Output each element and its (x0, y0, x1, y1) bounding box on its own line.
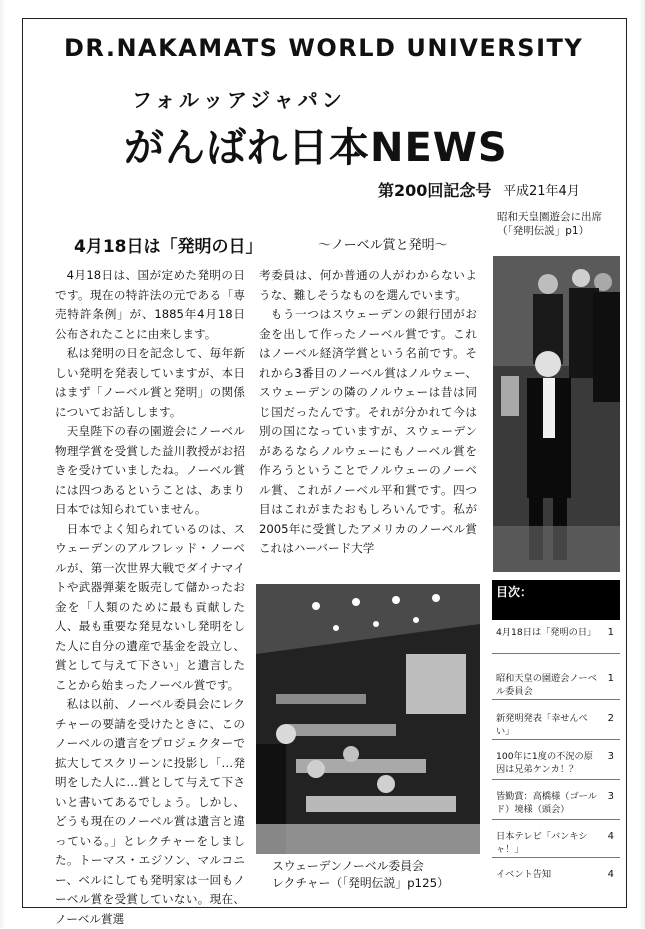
emperor-garden-party-photo (493, 256, 620, 572)
toc-item[interactable] (492, 626, 620, 654)
toc-item-title: 4月18日は「発明の日」 (496, 627, 597, 638)
toc-item[interactable] (492, 672, 620, 700)
article-paragraph: 天皇陛下の春の園遊会にノーベル物理学賞を受賞した益川教授がお招きを受けていましたね。ノーベル賞には四つあるということは、あまり日本では知られていません。 (55, 424, 245, 516)
article-paragraph: 考委員は、何か普通の人がわからないような、難しそうなものを選んでいます。 (259, 268, 477, 302)
article-paragraph: 私は以前、ノーベル委員会にレクチャーの要請を受けたときに、このノーベルの遺言をプロジェクターで拡大してスクリーンに投影し「…発明をした人に…賞として与えて下さいと書いてあるでしょう。しかし、どうも現在のノーベル賞は遺言と違っている。」とレクチャーをしました。トーマス・エジソン、マルコニー、ベルにしても発明家は一回もノーベル賞を受賞していない。現在、ノーベル賞選 (55, 697, 245, 926)
lecture-caption-line-2: レクチャー（「発明伝説」p125） (272, 876, 449, 890)
toc-item-page: 2 (607, 713, 614, 724)
toc-item-page: 1 (607, 627, 614, 638)
lecture-photo-caption (272, 858, 482, 892)
article-subheadline: ～ノーベル賞と発明～ (318, 238, 448, 253)
toc-item-page: 3 (607, 751, 614, 762)
toc-item-page: 4 (607, 869, 614, 880)
article-paragraph: 日本でよく知られているのは、スウェーデンのアルフレッド・ノーベルが、第一次世界大戦でダイナマイトや武器弾薬を販売して儲かったお金を「人類のために最も貢献した人、最も重要な発見ないし発明をした人に自分の遺産で基金を設立し、賞として与えて下さい」と遺言したことから始まったノーベル賞です。 (55, 521, 245, 692)
toc-item[interactable] (492, 712, 620, 740)
article-column-1 (55, 266, 245, 929)
toc-item-title: 昭和天皇の園遊会ノーベル委員会 (496, 673, 597, 697)
toc-item[interactable] (492, 750, 620, 780)
article-headline: 4月18日は「発明の日」 (74, 237, 263, 257)
toc-item-page: 1 (607, 673, 614, 684)
issue-number: 第200回記念号 (378, 181, 492, 200)
nobel-lecture-hall-photo (256, 584, 480, 854)
toc-item-page: 3 (607, 791, 614, 802)
issue-date: 平成21年4月 (503, 184, 580, 199)
toc-item-title: 日本テレビ「バンキシャ！」 (496, 831, 588, 855)
lecture-hall-image (256, 584, 480, 854)
article-column-2 (259, 266, 477, 559)
article-paragraph: 4月18日は、国が定めた発明の日です。現在の特許法の元である「専売特許条例」が、1885年4月18日公布されたことに由来します。 (55, 268, 245, 341)
article-paragraph: もう一つはスウェーデンの銀行団がお金を出して作ったノーベル賞です。これはノーベル経済学賞という名前です。それから3番目のノーベル賞はノルウェー、スウェーデンの隣のノルウェーは昔は同じ国だったんです。それが分かれて今は別の国になっていますが、スウェーデンがあるならノルウェーにもノーベル賞を作ろうということでノルウェーのノーベル賞、これがノーベル平和賞です。四つ目はこれがまたおもしろいんです。私が2005年に受賞したアメリカのノーベル賞これはハーバード大学 (259, 307, 477, 555)
newsletter-title: がんばれ日本NEWS (124, 125, 508, 171)
toc-item[interactable] (492, 790, 620, 820)
toc-item-title: イベント告知 (496, 869, 552, 880)
emperor-photo-image (493, 256, 620, 572)
newsletter-subtitle: フォルッアジャパン (132, 88, 346, 112)
emperor-photo-caption: 昭和天皇園遊会に出席（「発明伝説」p1） (497, 211, 602, 237)
toc-item-page: 4 (607, 831, 614, 842)
article-paragraph: 私は発明の日を記念して、毎年新しい発明を発表していますが、本日はまず「ノーベル賞と発明」の関係についてお話しします。 (55, 346, 245, 419)
toc-item-title: 新発明発表「幸せんべい」 (496, 713, 588, 737)
toc-heading: 目次： (496, 585, 533, 599)
toc-item[interactable] (492, 830, 620, 858)
toc-item[interactable] (492, 868, 620, 886)
toc-item-title: 皆勤賞：高橋様（ゴールド）境様（頭会） (496, 791, 597, 815)
toc-item-title: 100年に1度の不況の原因は兄弟ケンカ！？ (496, 751, 593, 775)
table-of-contents (492, 580, 620, 892)
university-name: DR.NAKAMATS WORLD UNIVERSITY (64, 34, 584, 62)
lecture-caption-line-1: スウェーデンノーベル委員会 (272, 859, 424, 873)
toc-heading-bar (492, 580, 620, 620)
